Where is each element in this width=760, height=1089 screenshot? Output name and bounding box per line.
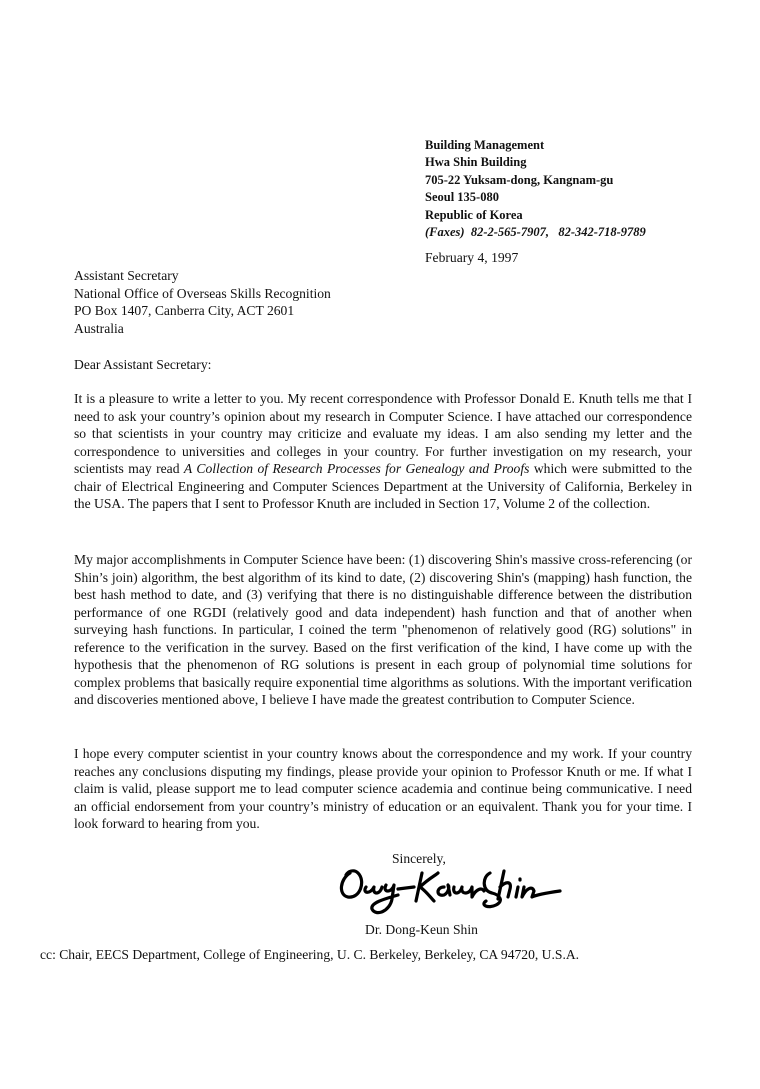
paragraph1-text-b: which were submitted to the chair of Electrical Engineering and Computer Sciences Department at the University of California, Berkeley in the USA. The papers that I sent to Professor Knuth are included in Section 17, Volume 2 of the collection. bbox=[74, 461, 692, 511]
sender-faxes-line bbox=[425, 224, 646, 241]
body-paragraph-2: My major accomplishments in Computer Science have been: (1) discovering Shin's massive cross-referencing (or Shin’s join) algorithm, the best algorithm of its kind to date, (2) discovering Shin's (mapping) hash function, the best hash method to date, and (3) verifying that there is no distinguishable difference between the distribution performance of one RGDI (relatively good and data independent) hash function and that of another when surveying hash functions. In particular, I coined the term "phenomenon of relatively good (RG) solutions" in reference to the verification in the survey. Based on the first verification of the kind, I have come up with the hypothesis that the phenomenon of RG solutions is present in each group of polynomial time solutions for complex problems that basically require exponential time algorithms as solutions. With the important verification and discoveries mentioned above, I believe I have made the greatest contribution to Computer Science. bbox=[74, 552, 692, 707]
sender-line: 705-22 Yuksam-dong, Kangnam-gu bbox=[425, 172, 614, 187]
recipient-address-block bbox=[74, 267, 331, 337]
body-paragraph-3: I hope every computer scientist in your country knows about the correspondence and my work. If your country reaches any conclusions disputing my findings, please provide your opinion to Professor Knuth or me. If what I claim is valid, please support me to lead computer science academia and continue being communicative. I need an official endorsement from your country’s ministry of education or an equivalent. Thank you for your time. I look forward to hearing from you. bbox=[74, 746, 692, 831]
closing: Sincerely, bbox=[392, 851, 446, 866]
fax-numbers: 82-2-565-7907, 82-342-718-9789 bbox=[470, 225, 646, 240]
salutation: Dear Assistant Secretary: bbox=[74, 357, 212, 372]
faxes-label: (Faxes) bbox=[425, 225, 465, 240]
paragraph1-text-a: It is a pleasure to write a letter to you. My recent correspondence with Professor Donald E. Knuth tells me that I need to ask your country’s opinion about my research in Computer Science. I have attached our correspondence so that scientists in your country may criticize and evaluate my ideas. I am also sending my letter and the correspondence to universities and colleges in your country. For further investigation on my research, your scientists may read bbox=[74, 391, 692, 476]
sender-line: Hwa Shin Building bbox=[425, 155, 527, 170]
recipient-line: National Office of Overseas Skills Recognition bbox=[74, 285, 331, 301]
sender-line: Republic of Korea bbox=[425, 207, 523, 222]
sender-line: Building Management bbox=[425, 138, 545, 152]
recipient-line: Australia bbox=[74, 320, 124, 336]
collection-title: A Collection of Research Processes for Genealogy and Proofs bbox=[183, 461, 530, 476]
recipient-line: PO Box 1407, Canberra City, ACT 2601 bbox=[74, 303, 295, 318]
letter-date: February 4, 1997 bbox=[425, 250, 519, 265]
signer-name: Dr. Dong-Keun Shin bbox=[365, 922, 478, 937]
handwritten-signature bbox=[336, 865, 566, 923]
cc-line: cc: Chair, EECS Department, College of Engineering, U. C. Berkeley, Berkeley, CA 94720, U.S.A. bbox=[40, 947, 580, 962]
sender-address-block bbox=[425, 137, 646, 241]
sender-line: Seoul 135-080 bbox=[425, 190, 499, 205]
recipient-line: Assistant Secretary bbox=[74, 268, 179, 283]
body-paragraph-1 bbox=[74, 390, 692, 513]
